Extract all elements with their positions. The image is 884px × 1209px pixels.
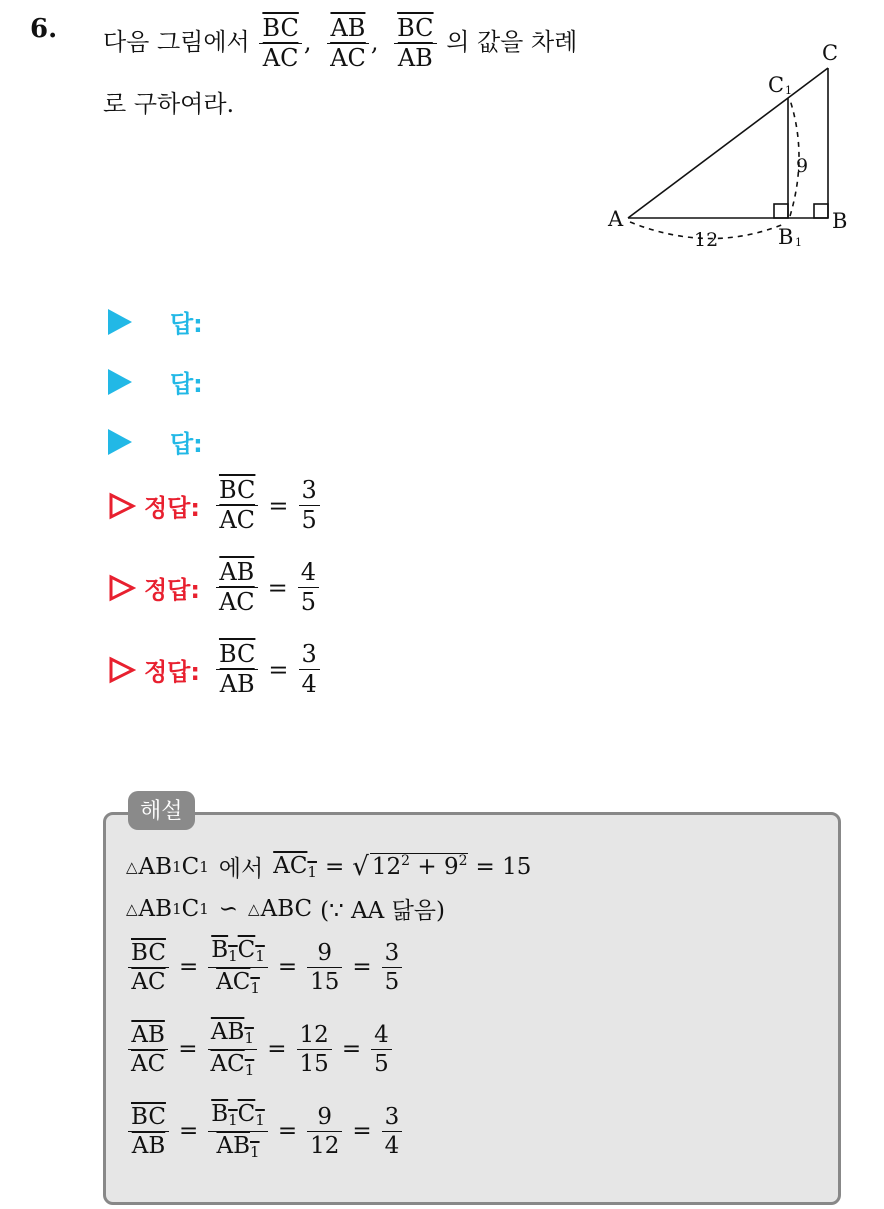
answer-row-1 [108,304,203,339]
value-numerator: 4 [300,558,317,586]
subscript: 1 [250,1142,260,1161]
label-a: A [608,207,624,231]
ratio-fraction [307,1105,342,1158]
similar-symbol: ∽ [218,895,239,922]
solution-label: 정답: [144,576,200,605]
fraction-denominator: AB [219,670,255,699]
subscript: 1 [250,978,260,997]
tri-name: AB [138,895,173,922]
fraction-denominator: AB [131,1132,166,1159]
value-numerator: 3 [301,640,317,668]
question-fraction-3 [394,16,436,71]
answer-row-2 [108,364,203,399]
play-triangle-icon [108,369,132,395]
fraction-denominator: 12 [310,1132,340,1159]
subscript: 1 [172,899,182,918]
equals-sign: = [178,1036,198,1063]
explanation-line-1 [126,850,531,883]
fraction-numerator [208,1020,257,1047]
solution-label: 정답: [144,494,200,523]
fraction-numerator: $\overline{BC}$ [218,640,256,668]
subscript: 1 [307,862,317,881]
fraction-denominator [208,1052,258,1079]
equals-sign: = [267,573,288,602]
seg-part: C [237,1101,256,1127]
outline-triangle-icon [108,656,136,684]
seg-part: B [211,1101,229,1127]
fraction-numerator [208,938,268,965]
word-eseo: 에서 [218,856,264,882]
value-denominator: 4 [301,670,317,699]
triangle-symbol: △ [248,899,260,918]
ratio-fraction [307,941,342,994]
fraction-numerator: $\overline{AB}$ [330,14,366,42]
tri-name: C [181,895,200,922]
explanation-title: 해설 [128,791,195,830]
answer-label: 답: [170,310,203,338]
fraction-denominator: AC [262,44,299,73]
comma: , [370,28,379,57]
ratio-fraction [382,1105,403,1158]
seg-part: C [237,937,256,963]
ratio-fraction [382,941,403,994]
subscript: 1 [199,857,209,876]
fraction-denominator: 5 [374,1050,389,1077]
outline-triangle-icon [108,492,136,520]
equals-sign: = [352,954,372,981]
answer-label: 답: [170,370,203,398]
subscript: 1 [172,857,182,876]
ratio-fraction [208,1020,258,1079]
triangle-symbol: △ [126,899,138,918]
solution-row-1 [108,478,322,533]
fraction-numerator: 9 [317,939,333,966]
label-c1-sub: 1 [785,84,792,97]
equals-sign: = [324,853,345,880]
question-text-line1 [103,16,577,71]
explanation-ratio-row-2 [126,1020,394,1079]
question-suffix: 의 값을 차례 [446,28,578,57]
fraction-denominator: 15 [310,968,340,995]
ratio-fraction [208,1102,268,1161]
fraction-numerator: 4 [374,1021,389,1048]
fraction-numerator: 3 [384,1103,400,1130]
fraction-numerator: $\overline{BC}$ [131,939,166,966]
question-fraction-2 [327,16,369,71]
fraction-numerator: $\overline{BC}$ [397,14,434,42]
result: = 15 [475,853,532,880]
value-denominator: 5 [300,588,317,617]
ratio-fraction [208,938,268,997]
fraction-denominator: AB [397,44,433,73]
question-text-line2: 로 구하여라. [103,90,235,118]
power: 2 [458,852,468,869]
triangle-symbol: △ [126,857,138,876]
label-c1: C [768,73,785,97]
answer-label: 답: [170,430,203,458]
fraction-numerator: $\overline{BC}$ [262,14,299,42]
seg-part: AB [216,1132,250,1159]
fraction-numerator: 3 [384,939,400,966]
question-prefix: 다음 그림에서 [103,28,250,57]
subscript: 1 [255,1111,265,1129]
dim-label-12: 12 [694,229,719,251]
right-angle-b-marker [814,204,828,218]
ratio-fraction [128,1023,168,1076]
question-number: 6. [30,14,58,44]
fraction-numerator: $\overline{AB}$ [131,1021,165,1048]
tri-name: ABC [260,895,313,922]
fraction-numerator: $\overline{BC}$ [218,476,256,504]
fraction-denominator: AC [219,506,256,535]
value-denominator: 5 [301,506,317,535]
fraction-numerator [208,1102,268,1129]
fraction-denominator: AC [131,1050,166,1077]
seg-part: B [211,937,229,963]
radicand-a: 12 [371,853,402,880]
equals-sign: = [178,954,199,981]
tri-name: AB [138,853,173,880]
label-c: C [822,41,839,65]
segment-name: AC [273,852,308,879]
fraction-denominator [213,970,263,997]
subscript: 1 [199,899,209,918]
right-angle-b1-marker [774,204,788,218]
solution-fraction [216,642,258,697]
power: 2 [401,852,411,869]
solution-value [299,642,320,697]
label-b: B [832,209,848,233]
tri-name: C [181,853,200,880]
subscript: 1 [228,1111,238,1129]
solution-value [299,478,320,533]
fraction-numerator: 9 [317,1103,333,1130]
equals-sign: = [178,1118,199,1145]
subscript: 1 [228,947,238,965]
fraction-denominator: 5 [384,968,400,995]
play-triangle-icon [108,309,132,335]
explanation-ratio-row-1 [126,938,404,997]
sqrt-radicand [370,853,468,880]
fraction-numerator: 12 [299,1021,329,1048]
subscript: 1 [244,1029,254,1047]
triangle-figure [600,36,860,256]
fraction-denominator: AC [330,44,366,73]
fraction-denominator: AC [131,968,166,995]
fraction-denominator [213,1134,262,1161]
fraction-denominator: AC [218,588,255,617]
equals-sign: = [268,491,289,520]
solution-row-3 [108,642,322,697]
fraction-numerator: $\overline{BC}$ [131,1103,166,1130]
seg-part: AC [216,968,251,995]
value-numerator: 3 [301,476,317,504]
similarity-reason: (∵ AA 닮음) [320,898,445,924]
fraction-denominator: 15 [299,1050,329,1077]
solution-label: 정답: [144,658,200,687]
solution-row-2 [108,560,321,615]
equals-sign: = [277,1118,298,1145]
subscript: 1 [255,947,265,965]
ratio-fraction [371,1023,392,1076]
equals-sign: = [267,1036,287,1063]
comma: , [303,28,312,57]
ratio-fraction [297,1023,332,1076]
sqrt-icon: √ [352,851,369,882]
subscript: 1 [244,1060,255,1079]
solution-value [298,560,319,615]
answer-row-3 [108,424,203,459]
fraction-numerator: $\overline{AB}$ [219,558,255,586]
ratio-fraction [128,941,169,994]
segment-ac1 [273,853,317,881]
fraction-denominator: 4 [384,1132,400,1159]
question-fraction-1 [259,16,301,71]
solution-fraction [216,560,258,615]
solution-fraction [216,478,258,533]
equals-sign: = [352,1118,372,1145]
label-b1-sub: 1 [795,236,802,249]
explanation-ratio-row-3 [126,1102,404,1161]
play-triangle-icon [108,429,132,455]
explanation-line-2 [126,892,445,925]
dim-label-9: 9 [796,155,809,177]
label-b1: B [778,225,794,249]
seg-part: AB [210,1019,245,1045]
outline-triangle-icon [108,574,136,602]
seg-part: AC [210,1050,245,1077]
equals-sign: = [277,954,298,981]
ratio-fraction [128,1105,169,1158]
plus-sign: + [417,853,437,880]
radicand-b: 9 [443,853,459,880]
equals-sign: = [268,655,289,684]
equals-sign: = [341,1036,362,1063]
